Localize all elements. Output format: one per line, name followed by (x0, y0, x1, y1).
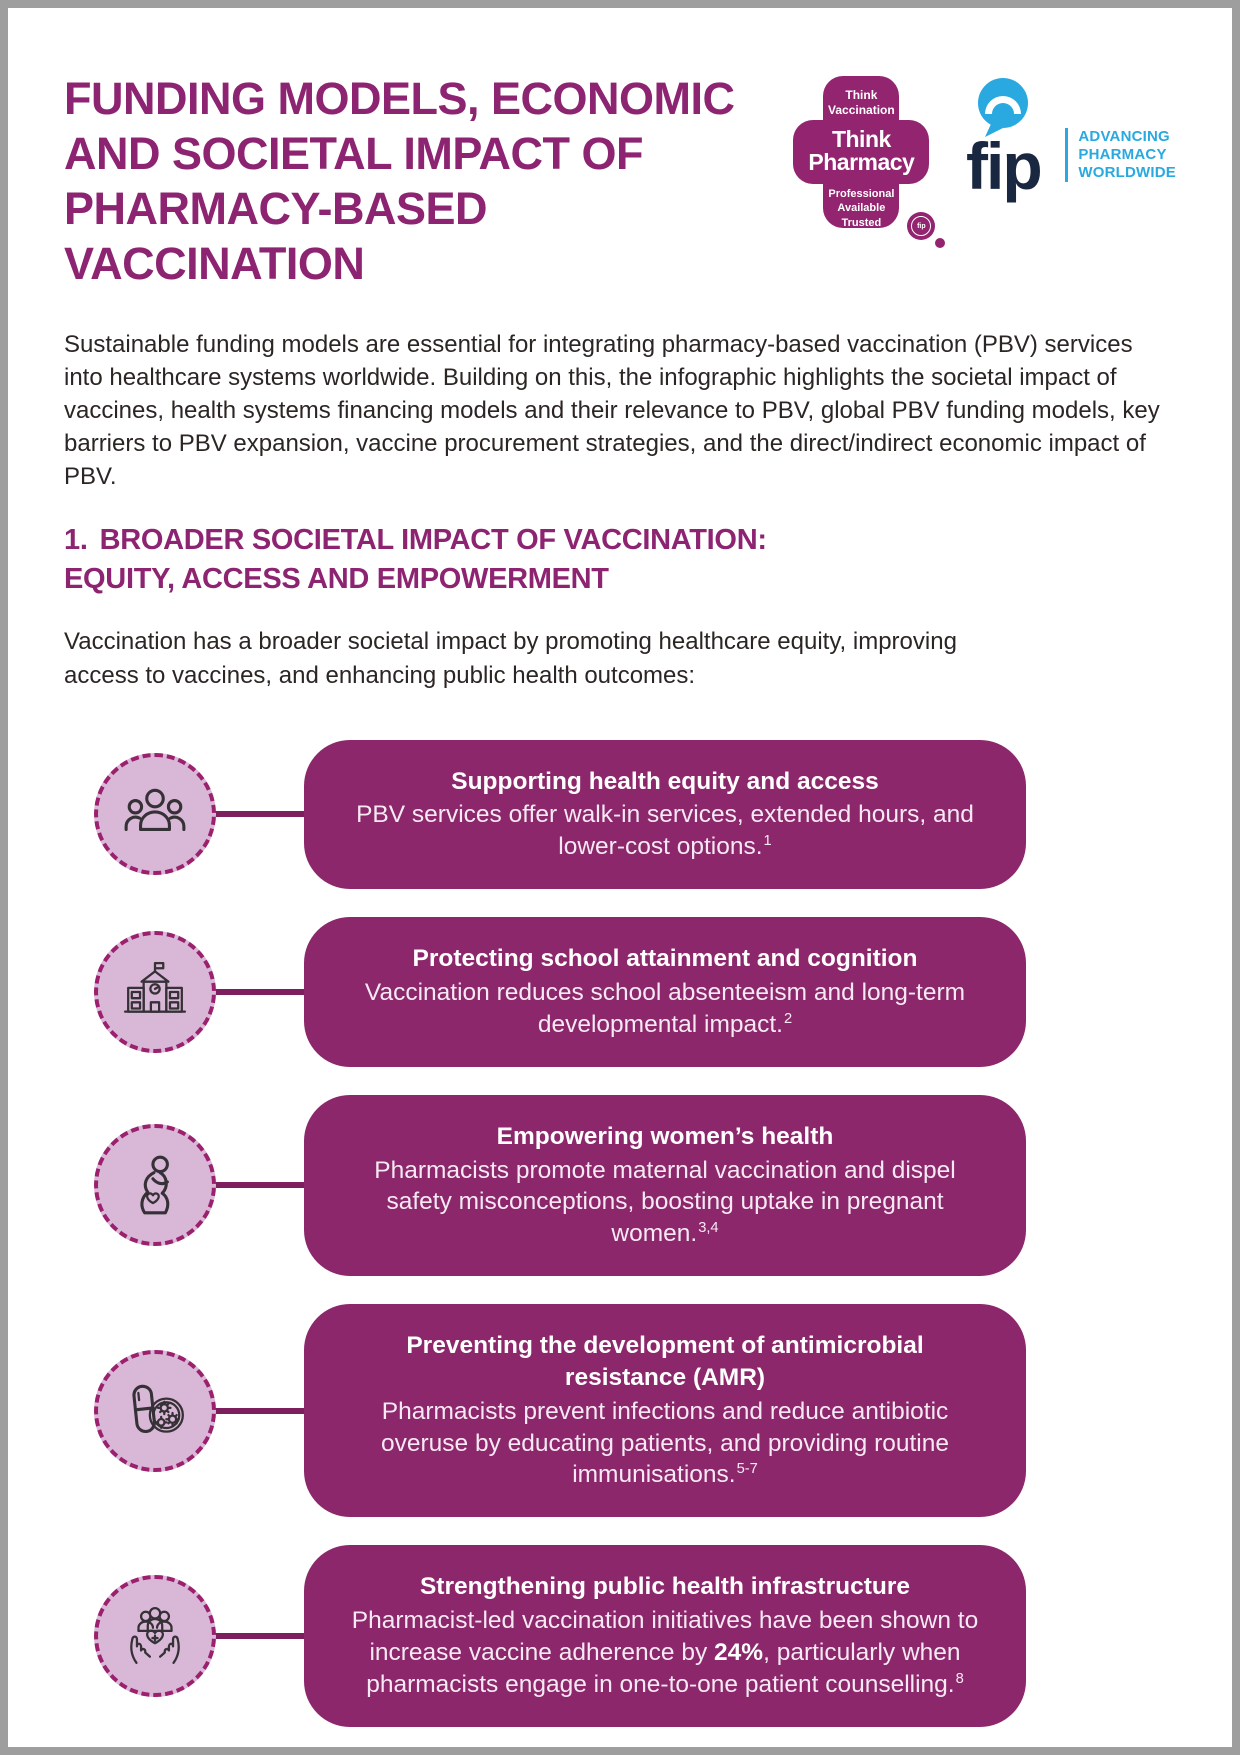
reference-marker: 3,4 (698, 1220, 719, 1237)
card-body: PBV services offer walk-in services, extended hours, and lower-cost options.$^1$ (356, 801, 974, 861)
card-body: Pharmacists promote maternal vaccination and dispel safety misconceptions, boosting uptake in pregnant women.$^{3,4}$ (374, 1156, 956, 1248)
card-womens-health (304, 1095, 1026, 1276)
card-health-equity (304, 740, 1026, 890)
card-school (304, 917, 1026, 1067)
think-pharmacy-logo (793, 76, 929, 248)
badge-text (793, 76, 929, 228)
icon-column (64, 1124, 304, 1246)
icon-circle (94, 1124, 216, 1246)
card-body: Vaccination reduces school absenteeism and long-term developmental impact.$^2$ (364, 978, 966, 1038)
card-row-amr (64, 1304, 1026, 1517)
card-row-public-health (64, 1545, 1026, 1726)
icon-column (64, 1350, 304, 1472)
pregnant-woman-icon (122, 1152, 188, 1218)
card-amr (304, 1304, 1026, 1517)
section-number: 1. (64, 524, 88, 557)
school-icon (122, 959, 188, 1025)
fip-logo (955, 76, 1176, 203)
card-row-womens-health (64, 1095, 1026, 1276)
page-title-line: FUNDING MODELS, ECONOMIC (64, 73, 735, 124)
connector-line (204, 811, 314, 817)
connector-line (204, 1633, 314, 1639)
section-heading (64, 521, 1176, 599)
badge-top-text: Think Vaccination (828, 88, 895, 117)
hands-community-icon (122, 1603, 188, 1669)
connector-line (204, 1408, 314, 1414)
card-title: Empowering women’s health (496, 1122, 834, 1150)
people-group-icon (122, 781, 188, 847)
reference-marker: 5-7 (736, 1461, 758, 1478)
bold-statistic: 24% (714, 1638, 764, 1666)
page-title-line: AND SOCIETAL IMPACT OF (64, 127, 643, 179)
icon-circle (94, 931, 216, 1053)
icon-circle (94, 1575, 216, 1697)
fip-bubble-icon: fip (907, 212, 935, 240)
card-public-health (304, 1545, 1026, 1726)
page-title (64, 72, 744, 292)
header (64, 72, 1176, 292)
section-heading-line2: EQUITY, ACCESS AND EMPOWERMENT (64, 563, 609, 596)
page-title-line: PHARMACY-BASED VACCINATION (64, 182, 488, 289)
connector-line (204, 989, 314, 995)
reference-marker: 1 (763, 833, 772, 850)
fip-wordmark: fip (966, 129, 1041, 203)
logo-group (793, 72, 1176, 248)
badge-bottom-text: Professional Available Trusted (828, 187, 895, 229)
amr-capsule-icon (122, 1378, 188, 1444)
card-row-school (64, 917, 1026, 1067)
intro-paragraph: Sustainable funding models are essential for integrating pharmacy-based vaccination (PBV) services into healthcare systems worldwide. Building on this, the infographic highlights the societal impact of vaccines, health systems financing models and their relevance to PBV, global PBV funding models, key barriers to PBV expansion, vaccine procurement strategies, and the direct/indirect economic impact of PBV. (64, 330, 1160, 490)
fip-tagline: ADVANCING PHARMACY WORLDWIDE (1065, 128, 1176, 182)
icon-column (64, 931, 304, 1053)
icon-circle (94, 753, 216, 875)
connector-line (204, 1182, 314, 1188)
card-title: Supporting health equity and access (451, 767, 879, 795)
badge-dot (935, 238, 945, 248)
icon-circle (94, 1350, 216, 1472)
card-title: Preventing the development of antimicrobial resistance (AMR) (406, 1332, 924, 1391)
section-heading-line1: 1. BROADER SOCIETAL IMPACT OF VACCINATION: (64, 524, 767, 557)
reference-marker: 2 (783, 1010, 793, 1027)
card-title: Protecting school attainment and cognition (412, 945, 918, 973)
card-title: Strengthening public health infrastructure (419, 1573, 911, 1601)
fip-mark-and-word (955, 76, 1051, 203)
reference-marker: 8 (955, 1670, 964, 1687)
card-row-health-equity (64, 740, 1026, 890)
lead-paragraph: Vaccination has a broader societal impact by promoting healthcare equity, improving access to vaccines, and enhancing public health outcomes: (64, 628, 957, 689)
badge-main-text: Think Pharmacy (808, 126, 915, 176)
card-body: Pharmacists prevent infections and reduce antibiotic overuse by educating patients, and providing routine immunisations.$^{5-7}$ (381, 1397, 949, 1489)
card-body: Pharmacist-led vaccination initiatives have been shown to increase vaccine adherence by 24%, particularly when pharmacists engage in one-to-one patient counselling.$^8$ (351, 1607, 979, 1698)
card-list (64, 740, 1026, 1727)
icon-column (64, 1575, 304, 1697)
icon-column (64, 753, 304, 875)
